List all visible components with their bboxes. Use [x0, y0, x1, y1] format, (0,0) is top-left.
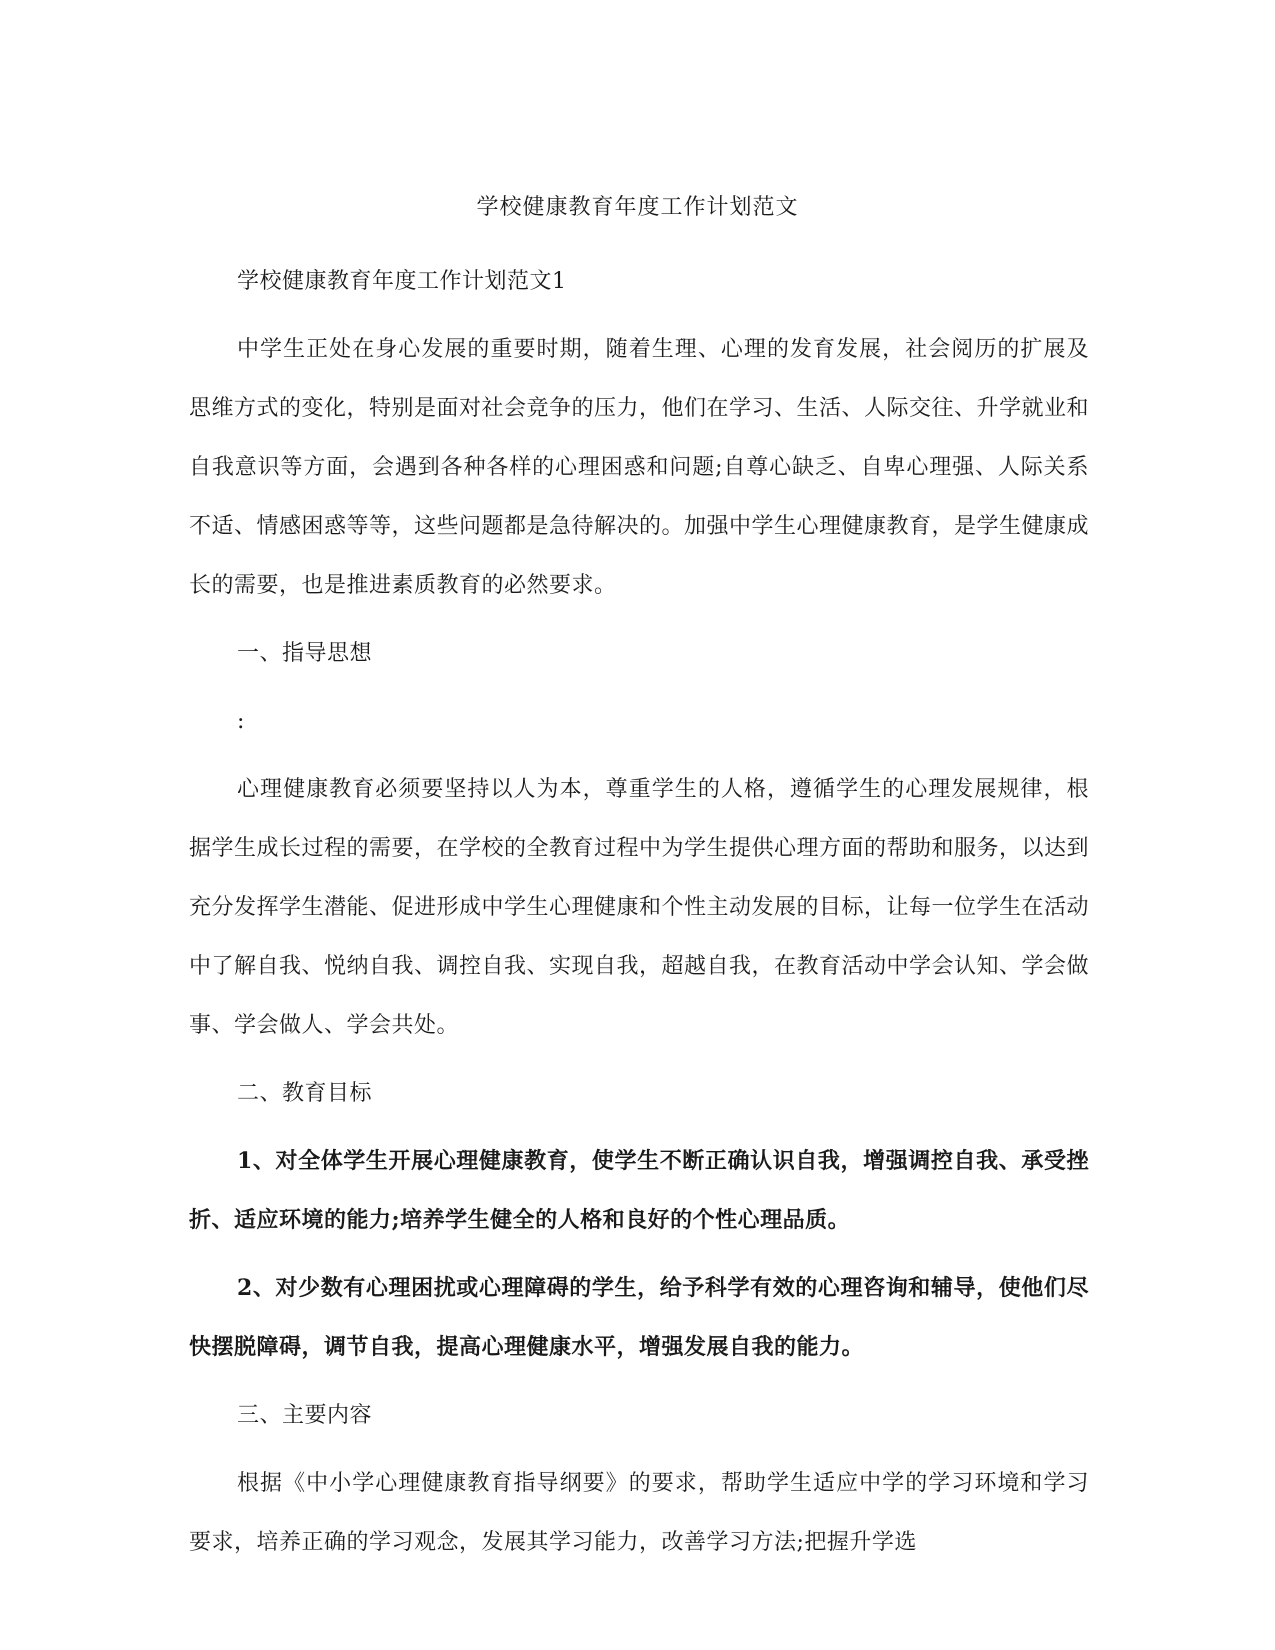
document-body	[189, 252, 1089, 1581]
guiding-thought-paragraph: 心理健康教育必须要坚持以人为本，尊重学生的人格，遵循学生的心理发展规律，根据学生成长过程的需要，在学校的全教育过程中为学生提供心理方面的帮助和服务，以达到充分发挥学生潜能、促进形成中学生心理健康和个性主动发展的目标，让每一位学生在活动中了解自我、悦纳自我、调控自我、实现自我，超越自我，在教育活动中学会认知、学会做事、学会做人、学会共处。	[189, 777, 1090, 1038]
section-colon: :	[237, 709, 245, 734]
section-heading-main-content: 三、主要内容	[237, 1403, 373, 1428]
goal-item-1: 1、对全体学生开展心理健康教育，使学生不断正确认识自我，增强调控自我、承受挫折、适应环境的能力;培养学生健全的人格和良好的个性心理品质。	[189, 1148, 1089, 1233]
section-heading-education-goals: 二、教育目标	[237, 1081, 373, 1106]
section-heading-guiding-thought: 一、指导思想	[237, 641, 373, 666]
goal-item-2: 2、对少数有心理困扰或心理障碍的学生，给予科学有效的心理咨询和辅导，使他们尽快摆脱障碍，调节自我，提高心理健康水平，增强发展自我的能力。	[189, 1275, 1089, 1360]
main-content-paragraph: 根据《中小学心理健康教育指导纲要》的要求，帮助学生适应中学的学习环境和学习要求，培养正确的学习观念，发展其学习能力，改善学习方法;把握升学选	[189, 1471, 1089, 1555]
document-subtitle: 学校健康教育年度工作计划范文1	[237, 269, 567, 294]
document-title: 学校健康教育年度工作计划范文	[476, 195, 799, 220]
intro-paragraph: 中学生正处在身心发展的重要时期，随着生理、心理的发育发展，社会阅历的扩展及思维方式的变化，特别是面对社会竞争的压力，他们在学习、生活、人际交往、升学就业和自我意识等方面，会遇到各种各样的心理困惑和问题;自尊心缺乏、自卑心理强、人际关系不适、情感困惑等等，这些问题都是急待解决的。加强中学生心理健康教育，是学生健康成长的需要，也是推进素质教育的必然要求。	[189, 337, 1090, 598]
